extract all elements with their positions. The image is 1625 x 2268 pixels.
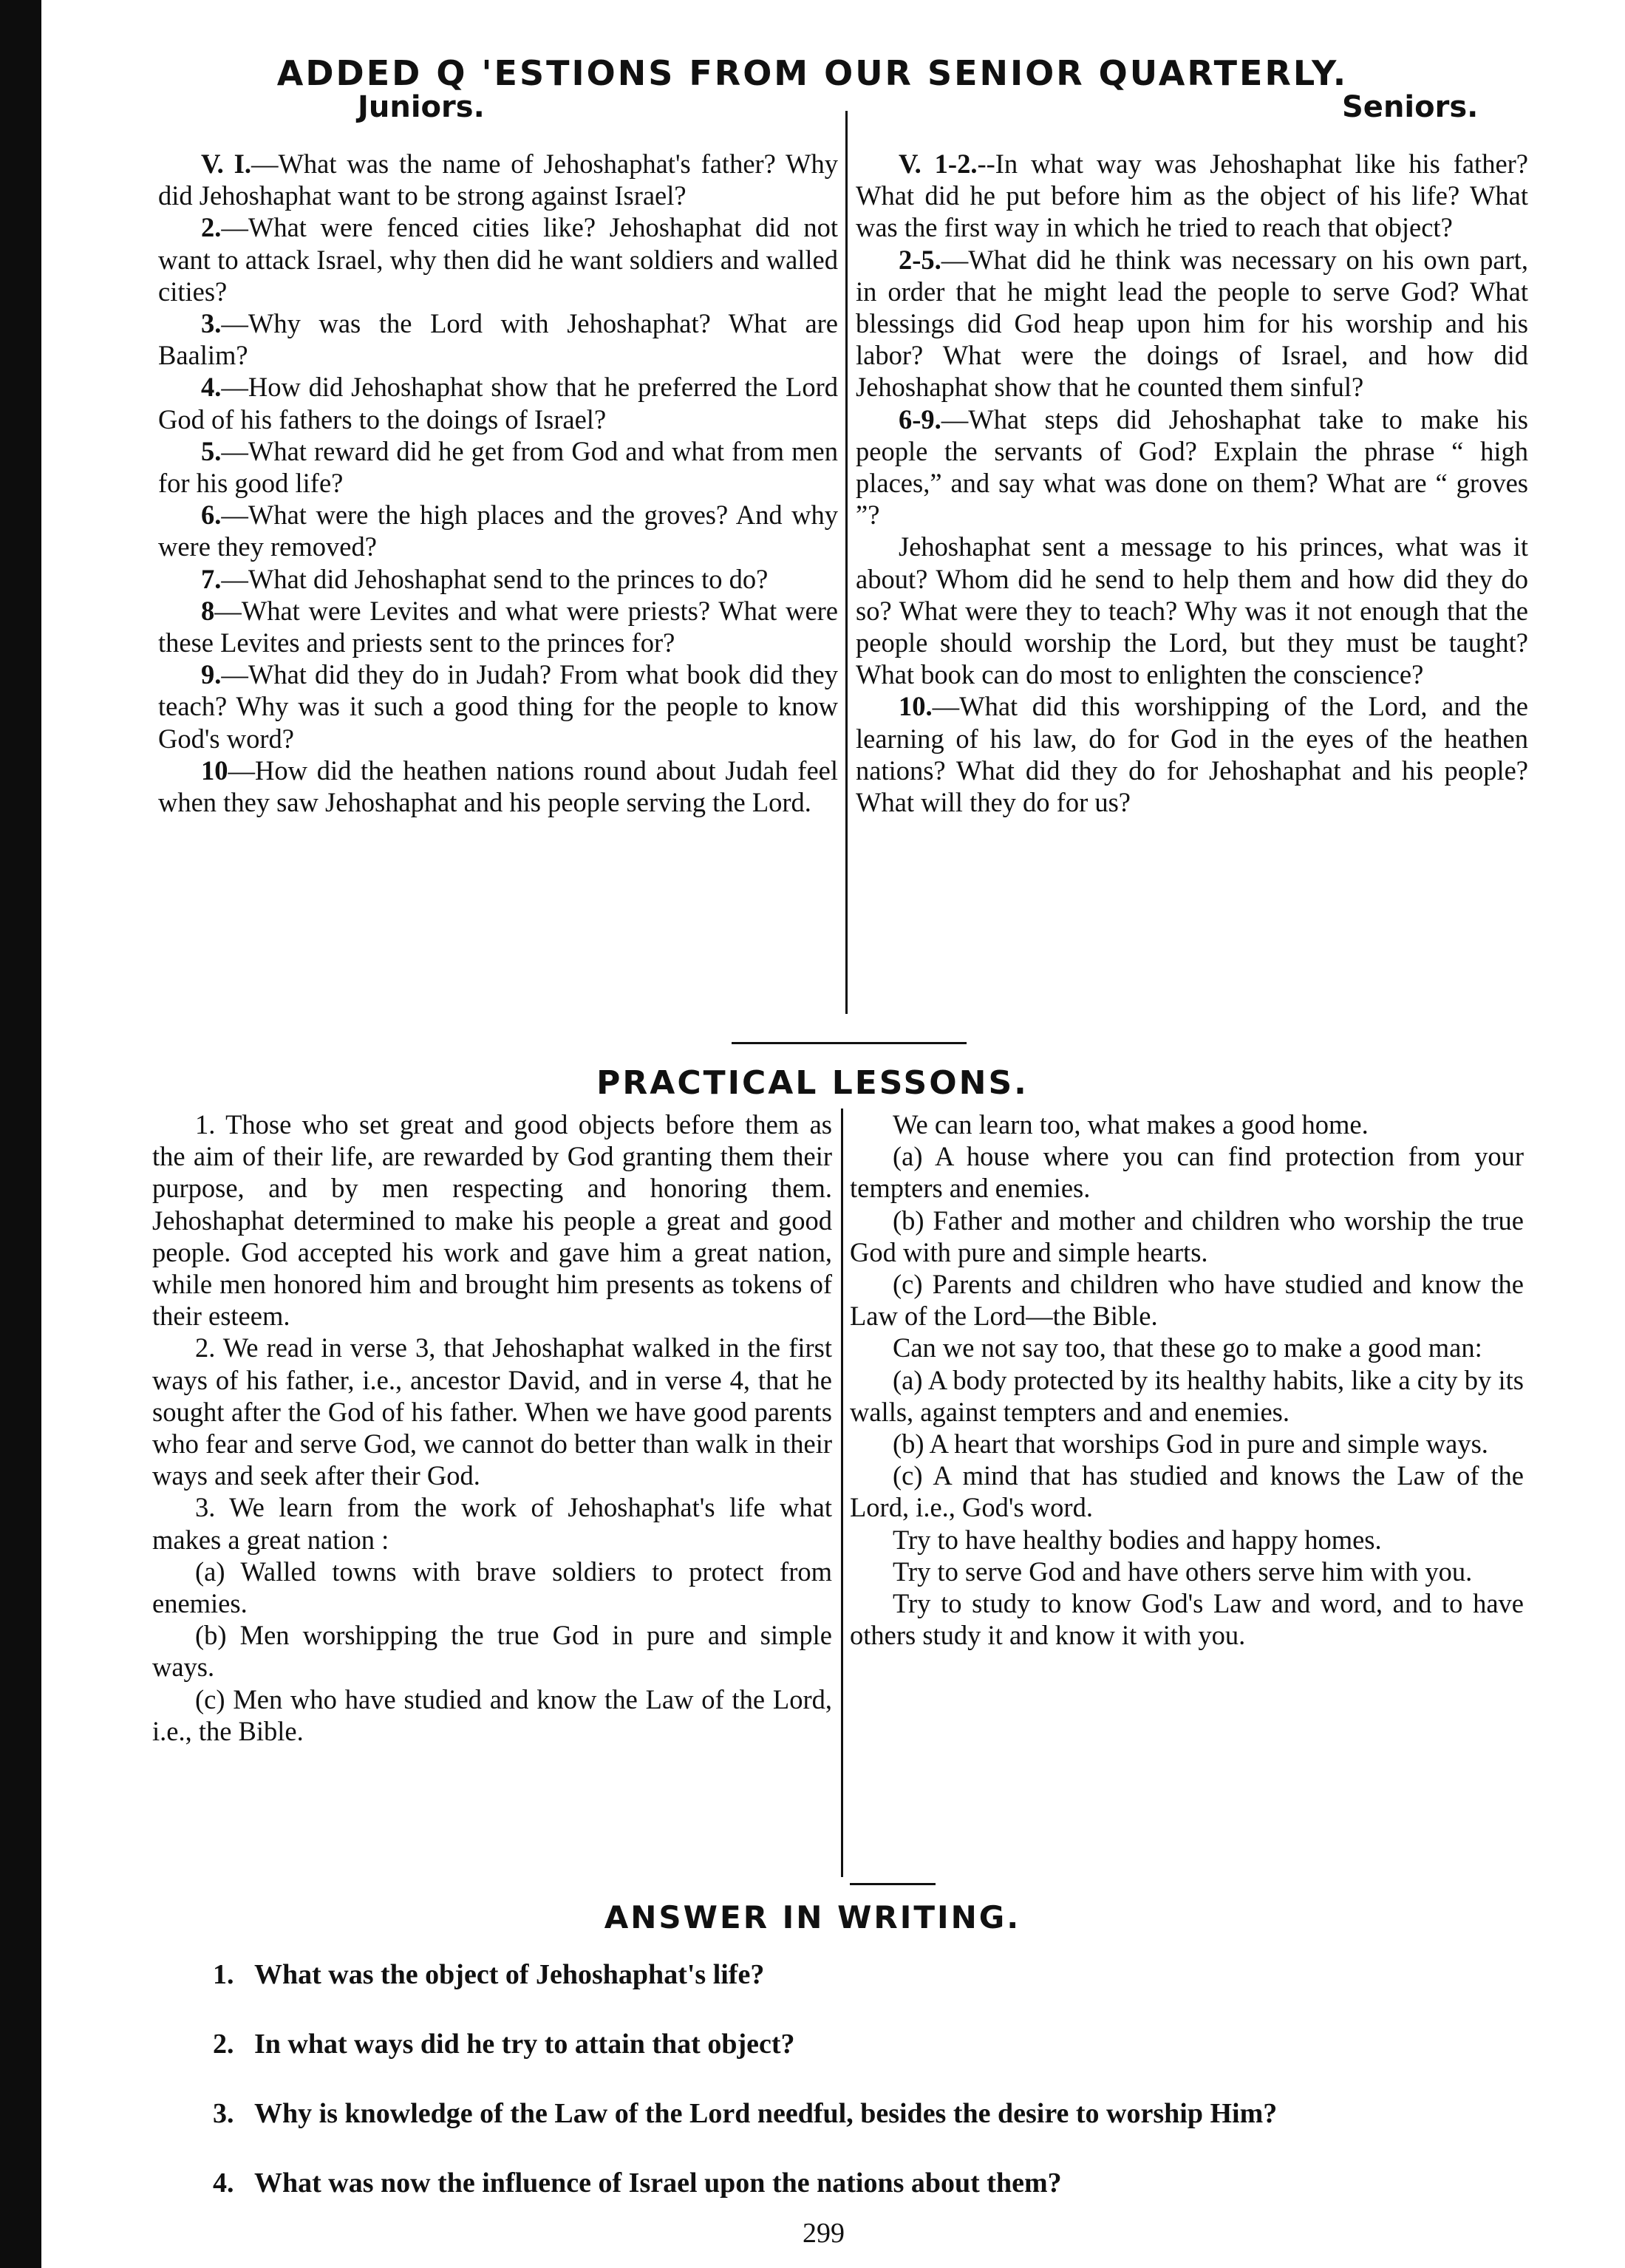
- lesson-paragraph: Try to study to know God's Law and word, and to have others study it and know it with you.: [850, 1588, 1524, 1651]
- question-paragraph: 8—What were Levites and what were priests? What were these Levites and priests sent to the princes for?: [158, 595, 838, 658]
- question-paragraph: 10.—What did this worshipping of the Lord, and the learning of his law, do for God in the eyes of the heathen nations? What did they do for Jehoshaphat and his people? What will they do for us?: [856, 691, 1528, 818]
- lesson-paragraph: (a) A body protected by its healthy habits, like a city by its walls, against tempters and and enemies.: [850, 1364, 1524, 1427]
- question-paragraph: 6.—What were the high places and the groves? And why were they removed?: [158, 500, 838, 562]
- lesson-paragraph: (b) Father and mother and children who worship the true God with pure and simple hearts.: [850, 1205, 1524, 1267]
- question-paragraph: 7.—What did Jehoshaphat send to the princes to do?: [201, 563, 769, 594]
- column-divider: [845, 111, 848, 1014]
- lesson-paragraph: (a) A house where you can find protection from your tempters and enemies.: [850, 1141, 1524, 1204]
- lesson-paragraph: (b) A heart that worships God in pure and simple ways.: [893, 1428, 1488, 1460]
- list-item: 2. In what ways did he try to attain that object?: [213, 2029, 795, 2060]
- question-paragraph: 5.—What reward did he get from God and what from men for his good life?: [158, 435, 838, 499]
- section-title-answer-in-writing: ANSWER IN WRITING.: [604, 1899, 1021, 1935]
- lesson-paragraph: (c) A mind that has studied and knows the Law of the Lord, i.e., God's word.: [850, 1460, 1524, 1523]
- lesson-paragraph: 1. Those who set great and good objects before them as the aim of their life, are rewarded by God granting them their purpose, and by men respecting and honoring them. Jehoshaphat determined to make his people a great and good people. God accepted his work and gave him a great nation, while men honored him and brought him presents as tokens of their esteem.: [152, 1109, 832, 1332]
- column-heading-seniors: Seniors.: [1342, 90, 1479, 124]
- practical-lessons-right-column: [850, 1109, 1524, 1651]
- question-paragraph: V. 1-2.--In what way was Jehoshaphat like his father? What did he put before him as the object of his life? What was the first way in which he tried to reach that object?: [856, 149, 1528, 243]
- question-paragraph: 2-5.—What did he think was necessary on his own part, in order that he might lead the people to serve God? What blessings did God heap upon him for his worship and his labor? What were the doings of Israel, and how did Jehoshaphat show that he counted them sinful?: [856, 244, 1528, 403]
- lesson-paragraph: 2. We read in verse 3, that Jehoshaphat walked in the first ways of his father, i.e., ancestor David, and in verse 4, that he sought after the God of his father. When we have good parents who fear and serve God, we cannot do better than walk in their ways and seek after their God.: [152, 1332, 832, 1491]
- juniors-questions-column: [158, 148, 838, 818]
- question-paragraph: Jehoshaphat sent a message to his princes, what was it about? Whom did he send to help them and how did they do so? What were they to teach? Why was it not enough that the people should worship the Lord, but they must be taught? What book can do most to enlighten the conscience?: [856, 531, 1528, 690]
- practical-lessons-left-column: [152, 1109, 832, 1747]
- lesson-paragraph: (c) Parents and children who have studied and know the Law of the Lord—the Bible.: [850, 1269, 1524, 1332]
- section-rule: [732, 1042, 967, 1044]
- lesson-paragraph: 3. We learn from the work of Jehoshaphat's life what makes a great nation :: [152, 1492, 832, 1555]
- lesson-paragraph: We can learn too, what makes a good home.: [893, 1109, 1369, 1140]
- question-paragraph: 10—How did the heathen nations round about Judah feel when they saw Jehoshaphat and his people serving the Lord.: [158, 755, 838, 818]
- column-divider: [841, 1109, 843, 1877]
- section-title-added-questions: ADDED Q 'ESTIONS FROM OUR SENIOR QUARTERLY.: [276, 53, 1349, 93]
- question-paragraph: 2.—What were fenced cities like? Jehoshaphat did not want to attack Israel, why then did he want soldiers and walled cities?: [158, 212, 838, 307]
- column-heading-juniors: Juniors.: [358, 90, 485, 124]
- question-paragraph: 6-9.—What steps did Jehoshaphat take to make his people the servants of God? Explain the phrase “ high places,” and say what was done on them? What are “ groves ”?: [856, 403, 1528, 531]
- lesson-paragraph: (b) Men worshipping the true God in pure and simple ways.: [152, 1620, 832, 1683]
- lesson-paragraph: Try to serve God and have others serve him with you.: [893, 1556, 1473, 1587]
- question-paragraph: 4.—How did Jehoshaphat show that he preferred the Lord God of his fathers to the doings of Israel?: [158, 372, 838, 435]
- list-item: 1. What was the object of Jehoshaphat's life?: [213, 1959, 765, 1990]
- lesson-paragraph: Try to have healthy bodies and happy homes.: [893, 1524, 1382, 1555]
- question-paragraph: 9.—What did they do in Judah? From what book did they teach? Why was it such a good thing for the people to know God's word?: [158, 659, 838, 754]
- seniors-questions-column: [856, 148, 1528, 818]
- question-paragraph: V. I.—What was the name of Jehoshaphat's father? Why did Jehoshaphat want to be strong against Israel?: [158, 149, 839, 211]
- writing-questions-list: [213, 1958, 1543, 2236]
- page-number: 299: [803, 2218, 845, 2249]
- list-item: 3. Why is knowledge of the Law of the Lord needful, besides the desire to worship Him?: [213, 2098, 1278, 2129]
- lesson-paragraph: (c) Men who have studied and know the Law of the Lord, i.e., the Bible.: [152, 1683, 832, 1746]
- question-paragraph: 3.—Why was the Lord with Jehoshaphat? What are Baalim?: [158, 308, 838, 371]
- lesson-paragraph: Can we not say too, that these go to make a good man:: [893, 1332, 1482, 1363]
- section-rule: [850, 1883, 936, 1885]
- lesson-paragraph: (a) Walled towns with brave soldiers to protect from enemies.: [152, 1556, 832, 1619]
- list-item: 4. What was now the influence of Israel upon the nations about them?: [213, 2167, 1062, 2199]
- section-title-practical-lessons: PRACTICAL LESSONS.: [596, 1064, 1029, 1102]
